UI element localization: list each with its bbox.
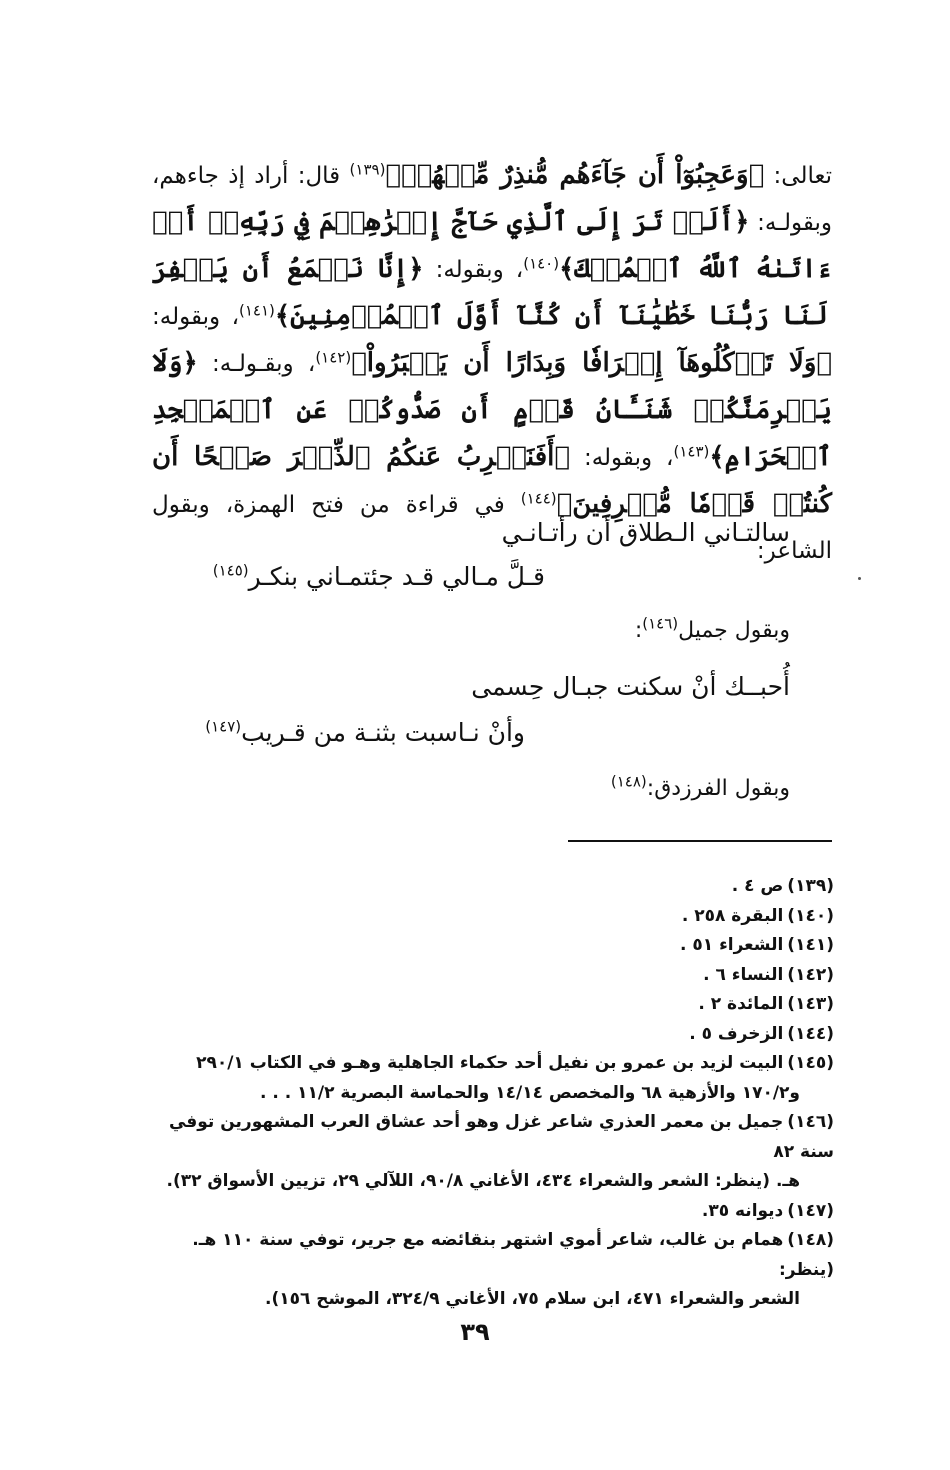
line-tail: ، وبقـولـه:: [197, 351, 316, 377]
verse-text: أُحبــك أنْ سكنت جبـال حِسمى: [471, 672, 790, 701]
footnote-separator: [568, 840, 832, 842]
verse-text: قـلَّ مـالي قـد جئتمـاني بنكـر: [248, 562, 545, 591]
footnote-ref: (١٤٣): [673, 442, 710, 461]
footnote-144: [150, 1020, 834, 1050]
footnote-text: الشعر والشعراء ٤٧١، ابن سلام ٧٥، الأغاني ٣٢٤/٩، الموشح ١٥٦).: [265, 1289, 800, 1309]
text-line-1: [152, 152, 832, 574]
footnote-number: (١٤٦): [787, 1112, 834, 1132]
footnote-148-cont: [150, 1285, 834, 1315]
main-text-block: [152, 152, 832, 574]
line-tail: ، وبقوله:: [570, 445, 674, 471]
footnote-text: جميل بن معمر العذري شاعر غزل وهو أحد عشاق العرب المشهورين توفي سنة ٨٢: [168, 1112, 834, 1162]
footnote-text: هـ. (ينظر: الشعر والشعراء ٤٣٤، الأغاني ٩٠/٨، اللآلي ٢٩، تزيين الأسواق ٣٢).: [166, 1171, 800, 1191]
footnote-text: البقرة ٢٥٨ .: [681, 905, 784, 926]
quran-verse: ﴿وَلَا تَأۡكُلُوهَآ إِسۡرَافٗا وَبِدَارًا أَن يَكۡبَرُواْ﴾: [351, 348, 832, 378]
footnote-142: [150, 961, 834, 991]
footnote-number: (١٣٩): [787, 876, 834, 896]
verse-text: وأنْ نـاسبت بثنـة من قـريب: [241, 718, 525, 747]
poem-verse-2b: [205, 718, 525, 747]
poem-verse-1b: [213, 562, 545, 591]
intro-text: وبقول جميل: [678, 618, 790, 643]
intro-tail: :: [634, 618, 643, 643]
line-tail: في قراءة من فتح الهمزة، وبقول الشاعر:: [152, 492, 832, 564]
line-tail: ، وبقوله:: [152, 304, 239, 330]
line-text: تعالى:: [764, 163, 832, 189]
line-tail: قال: أراد إذ جاءهم،: [152, 163, 350, 189]
footnote-text: و١٧٠/٢ والأزهية ٦٨ والمخصص ١٤/١٤ والحماسة البصرية ١١/٢ . . .: [260, 1082, 800, 1103]
footnote-146: [150, 1108, 834, 1167]
footnote-141: [150, 931, 834, 961]
footnote-143: [150, 990, 834, 1020]
footnote-text: ص ٤ .: [731, 876, 784, 896]
footnote-text: الشعراء ٥١ .: [680, 935, 784, 955]
footnote-ref: (١٤٨): [610, 772, 647, 791]
footnote-number: (١٤٢): [787, 964, 834, 985]
poet-intro-farazdaq: [610, 772, 790, 801]
footnote-number: (١٤٧): [787, 1200, 834, 1221]
footnote-139: [150, 872, 834, 902]
footnote-number: (١٤٠): [787, 905, 834, 926]
verse-text: سالتـاني الـطلاق أن رأتـانـي: [501, 518, 790, 547]
footnote-number: (١٤٤): [787, 1023, 834, 1044]
footnote-text: همام بن غالب، شاعر أموي اشتهر بنقائضه مع جرير، توفي سنة ١١٠ هـ. (ينظر:: [192, 1230, 834, 1280]
footnote-ref: (١٣٩): [349, 160, 386, 179]
footnote-text: البيت لزيد بن عمرو بن نفيل أحد حكماء الجاهلية وهـو في الكتاب ٢٩٠/١: [196, 1053, 784, 1073]
footnote-number: (١٤٨): [787, 1230, 834, 1250]
footnote-number: (١٤٣): [787, 994, 834, 1014]
footnote-number: (١٤١): [787, 935, 834, 955]
quran-verse: ﴿وَعَجِبُوٓاْ أَن جَآءَهُم مُّنذِرٌ مِّنۡهُمۡ﴾: [385, 160, 765, 190]
quran-verse: ﴿أَفَنَضۡرِبُ عَنكُمُ ٱلذِّكۡرَ صَفۡحًا أَن كُنتُمۡ قَوۡمٗا مُّسۡرِفِينَ﴾: [152, 442, 832, 519]
footnote-145: [150, 1049, 834, 1079]
poem-verse-1a: [502, 518, 790, 547]
scan-speck: [858, 577, 861, 580]
line-text: وبقولـه:: [749, 210, 832, 236]
quran-verse: ﴿إِنَّا نَطۡمَعُ أَن يَغۡفِرَ لَنَا رَبُّنَا خَطَٰيَٰنَآ أَن كُنَّآ أَوَّلَ ٱلۡمُؤۡمِنِينَ﴾: [152, 254, 828, 331]
footnote-147: [150, 1197, 834, 1227]
footnote-140: [150, 902, 834, 932]
quran-verse: ﴿وَلَا يَجۡرِمَنَّكُمۡ شَنَـَٔانُ قَوۡمٍ أَن صَدُّوكُمۡ عَنِ ٱلۡمَسۡجِدِ ٱلۡحَرَامِ﴾: [152, 348, 832, 472]
footnote-146-cont: [150, 1167, 834, 1197]
footnote-ref: (١٤٤): [520, 489, 557, 508]
footnote-ref: (١٤٧): [205, 717, 242, 736]
footnote-ref: (١٤٠): [523, 254, 560, 273]
footnote-text: ديوانه ٣٥.: [701, 1200, 784, 1221]
footnote-148: [150, 1226, 834, 1285]
intro-text: وبقول الفرزدق:: [646, 776, 790, 801]
quran-verse: ﴿أَلَمۡ تَرَ إِلَى ٱلَّذِي حَآجَّ إِبۡرَٰهِـۧمَ فِي رَبِّهِۦٓ أَنۡ ءَاتَىٰهُ ٱللَّهُ ٱلۡمُلۡكَ﴾: [152, 207, 832, 284]
footnote-text: النساء ٦ .: [703, 964, 784, 985]
footnotes: [150, 872, 834, 1315]
footnote-ref: (١٤١): [239, 301, 275, 320]
line-tail: ، وبقوله:: [423, 257, 524, 283]
footnote-number: (١٤٥): [787, 1053, 834, 1073]
page-number: ٣٩: [460, 1318, 490, 1346]
footnote-text: الزخرف ٥ .: [689, 1023, 784, 1044]
footnote-ref: (١٤٢): [315, 348, 352, 367]
poet-intro-jamil: [634, 614, 790, 643]
poem-verse-2a: [471, 672, 790, 701]
footnote-ref: (١٤٦): [642, 614, 679, 633]
footnote-text: المائدة ٢ .: [698, 994, 784, 1014]
footnote-ref: (١٤٥): [212, 561, 249, 580]
footnote-145-cont: [150, 1079, 834, 1109]
